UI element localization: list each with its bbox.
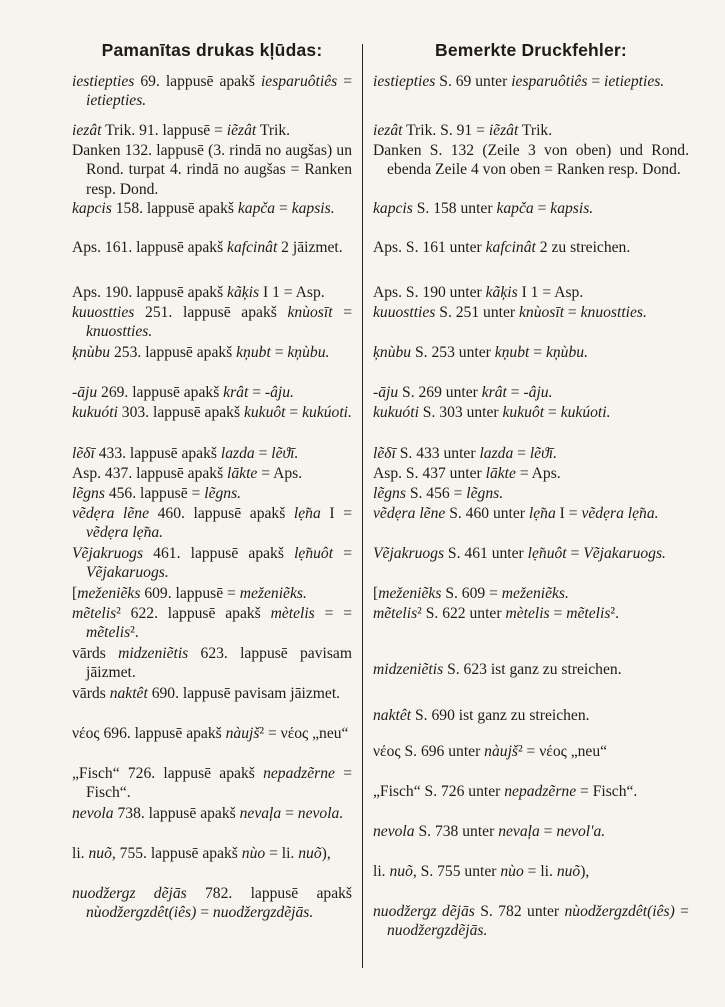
errata-entry: vẽdẹra lẽne S. 460 unter lẹ̃na I = vẽdẹra lẹ̃na.: [373, 505, 659, 522]
errata-entry: νέος 696. lappusē apakš nàujš² = νέος „neu“: [72, 725, 349, 742]
errata-entry: lẽδī 433. lappusē apakš lazda = lẽϑī.: [72, 445, 299, 462]
errata-entry: [meženiẽks 609. lappusē = meženiẽks.: [72, 585, 307, 602]
errata-entry: [meženiẽks S. 609 = meženiẽks.: [373, 585, 569, 602]
errata-entry: -āju S. 269 unter krât = -âju.: [373, 384, 553, 401]
errata-entry: ķnùbu 253. lappusē apakš kņubt = kņùbu.: [72, 344, 330, 361]
errata-entry: kapcis S. 158 unter kapča = kapsis.: [373, 200, 594, 217]
errata-entry: nuodžergz dẽjās S. 782 unter nùodžergzdêt(iês) = nuodžergzdẽjās.: [373, 903, 689, 940]
errata-entry: „Fisch“ S. 726 unter nepadzẽrne = Fisch“.: [373, 783, 638, 800]
errata-entry: nevola S. 738 unter nevaļa = nevol'a.: [373, 823, 606, 840]
errata-entry: Vẽjakruogs S. 461 unter lẹ̃nuôt = Vẽjakaruogs.: [373, 545, 666, 562]
errata-entry: Asp. S. 437 unter lākte = Aps.: [373, 465, 561, 482]
errata-entry: kuuostties 251. lappusē apakš knùosīt = knuostties.: [72, 304, 352, 341]
errata-entry: Vẽjakruogs 461. lappusē apakš lẹ̃nuôt = Vẽjakaruogs.: [72, 545, 352, 582]
errata-entry: midzeniẽtis S. 623 ist ganz zu streichen.: [373, 661, 622, 678]
errata-entry: kukuóti 303. lappusē apakš kukuôt = kukúoti.: [72, 404, 352, 421]
errata-entry: Aps. 190. lappusē apakš kãķis I 1 = Asp.: [72, 284, 325, 301]
errata-entry: li. nuõ, S. 755 unter nùo = li. nuõ),: [373, 863, 590, 880]
errata-entry: kuuostties S. 251 unter knùosīt = knuostties.: [373, 304, 647, 321]
errata-entry: vārds midzeniẽtis 623. lappusē pavisam jāizmet.: [72, 645, 352, 682]
errata-entry: iestiepties 69. lappusē apakš iesparuôtiês = ietiepties.: [72, 73, 352, 110]
errata-entry: Asp. 437. lappusē apakš lākte = Aps.: [72, 465, 303, 482]
errata-entry: νέος S. 696 unter nàujš² = νέος „neu“: [373, 743, 608, 760]
errata-entry: mẽtelis² S. 622 unter mètelis = mẽtelis².: [373, 605, 619, 622]
errata-entry: Aps. 161. lappusē apakš kafcinât 2 jāizmet.: [72, 239, 343, 256]
errata-entry: Aps. S. 161 unter kafcinât 2 zu streichen.: [373, 239, 631, 256]
errata-entry: -āju 269. lappusē apakš krât = -âju.: [72, 384, 294, 401]
errata-entry: kapcis 158. lappusē apakš kapča = kapsis.: [72, 200, 335, 217]
column-divider: [362, 44, 363, 968]
errata-entry: li. nuõ, 755. lappusē apakš nùo = li. nuõ),: [72, 845, 331, 862]
errata-entry: mẽtelis² 622. lappusē apakš mètelis = = mẽtelis².: [72, 605, 352, 642]
errata-entry: Danken S. 132 (Zeile 3 von oben) und Rond. ebenda Zeile 4 von oben = Ranken resp. Dond.: [373, 142, 689, 179]
errata-entry: iezât Trik. 91. lappusē = iẽzât Trik.: [72, 122, 291, 139]
errata-entry: lẽgns 456. lappusē = lẽgns.: [72, 485, 242, 502]
errata-entry: nevola 738. lappusē apakš nevaļa = nevola.: [72, 805, 344, 822]
errata-entry: lẽδī S. 433 unter lazda = lẽϑī.: [373, 445, 557, 462]
errata-entry: „Fisch“ 726. lappusē apakš nepadzẽrne = Fisch“.: [72, 765, 352, 802]
errata-entry: vārds naktêt 690. lappusē pavisam jāizmet.: [72, 685, 341, 702]
german-heading: Bemerkte Druckfehler:: [435, 40, 627, 60]
errata-entry: ķnùbu S. 253 unter kņubt = kņùbu.: [373, 344, 588, 361]
latvian-heading: Pamanītas drukas kļūdas:: [101, 40, 323, 60]
errata-entry: iezât Trik. S. 91 = iẽzât Trik.: [373, 122, 553, 139]
errata-entry: lẽgns S. 456 = lẽgns.: [373, 485, 504, 502]
errata-entry: nuodžergz dẽjās 782. lappusē apakš nùodžergzdêt(iês) = nuodžergzdẽjās.: [72, 885, 352, 922]
errata-entry: Aps. S. 190 unter kãķis I 1 = Asp.: [373, 284, 584, 301]
errata-entry: kukuóti S. 303 unter kukuôt = kukúoti.: [373, 404, 611, 421]
errata-entry: naktêt S. 690 ist ganz zu streichen.: [373, 707, 590, 724]
errata-entry: vẽdẹra lẽne 460. lappusē apakš lẹ̃na I = vẽdẹra lẹ̃na.: [72, 505, 352, 542]
errata-entry: Danken 132. lappusē (3. rindā no augšas) un Rond. turpat 4. rindā no augšas = Ranken resp. Dond.: [72, 142, 352, 198]
errata-entry: iestiepties S. 69 unter iesparuôtiês = ietiepties.: [373, 73, 665, 90]
